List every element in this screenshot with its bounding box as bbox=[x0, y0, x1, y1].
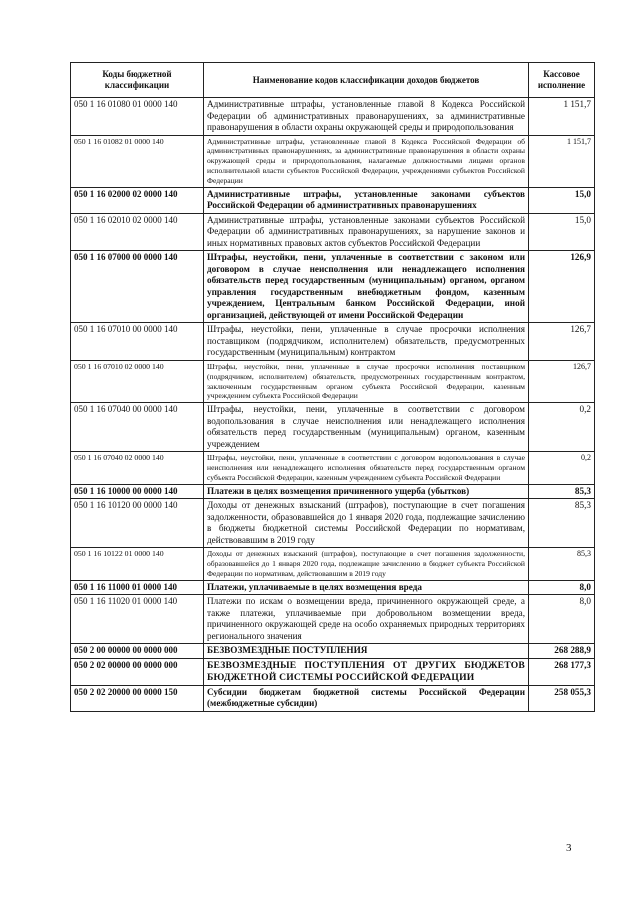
table-row bbox=[71, 403, 595, 452]
row-code: 050 1 16 07040 02 0000 140 bbox=[71, 452, 204, 485]
row-name: Платежи, уплачиваемые в целях возмещения вреда bbox=[204, 580, 529, 595]
table-row bbox=[71, 452, 595, 485]
row-name: Штрафы, неустойки, пени, уплаченные в соответствии с договором водопользования в случае неисполнения или ненадлежащего исполнения обязательств перед государственным (муниципальным) органом, казенным учреждением bbox=[204, 403, 529, 452]
header-amount: Кассовое исполнение bbox=[529, 63, 595, 98]
row-name: Административные штрафы, установленные законами субъектов Российской Федерации об административных правонарушениях, за нарушение законов и иных нормативных правовых актов субъектов Российской Федерации bbox=[204, 213, 529, 251]
table-row bbox=[71, 644, 595, 659]
row-name: БЕЗВОЗМЕЗДНЫЕ ПОСТУПЛЕНИЯ ОТ ДРУГИХ БЮДЖЕТОВ БЮДЖЕТНОЙ СИСТЕМЫ РОССИЙСКОЙ ФЕДЕРАЦИИ bbox=[204, 658, 529, 685]
row-name: Административные штрафы, установленные главой 8 Кодекса Российской Федерации об административных правонарушениях, за административные правонарушения в области охраны окружающей среды и природопользования bbox=[204, 98, 529, 136]
row-amount: 126,7 bbox=[529, 360, 595, 402]
table-row bbox=[71, 499, 595, 548]
table-row bbox=[71, 323, 595, 361]
row-code: 050 1 16 07010 02 0000 140 bbox=[71, 360, 204, 402]
row-code: 050 1 16 07000 00 0000 140 bbox=[71, 251, 204, 323]
row-code: 050 1 16 01080 01 0000 140 bbox=[71, 98, 204, 136]
row-amount: 126,7 bbox=[529, 323, 595, 361]
row-amount: 15,0 bbox=[529, 213, 595, 251]
row-amount: 258 055,3 bbox=[529, 685, 595, 711]
row-name: Административные штрафы, установленные законами субъектов Российской Федерации об административных правонарушениях bbox=[204, 187, 529, 213]
budget-table bbox=[70, 62, 595, 712]
row-name: Платежи по искам о возмещении вреда, причиненного окружающей среде, а также платежи, уплачиваемые при добровольном возмещении вреда, причиненного окружающей среде на особо охраняемых природных территориях регионального значения bbox=[204, 595, 529, 644]
row-amount: 85,3 bbox=[529, 499, 595, 548]
row-name: Субсидии бюджетам бюджетной системы Российской Федерации (межбюджетные субсидии) bbox=[204, 685, 529, 711]
row-code: 050 1 16 07010 00 0000 140 bbox=[71, 323, 204, 361]
header-names: Наименование кодов классификации доходов бюджетов bbox=[204, 63, 529, 98]
table-row bbox=[71, 685, 595, 711]
row-code: 050 2 02 20000 00 0000 150 bbox=[71, 685, 204, 711]
row-name: БЕЗВОЗМЕЗДНЫЕ ПОСТУПЛЕНИЯ bbox=[204, 644, 529, 659]
table-row bbox=[71, 213, 595, 251]
row-amount: 85,3 bbox=[529, 548, 595, 581]
row-name: Штрафы, неустойки, пени, уплаченные в соответствии с законом или договором в случае неисполнения или ненадлежащего исполнения обязательств перед государственным (муниципальным) органом, органом управления государственным внебюджетным фондом, казенным учреждением, Центральным банком Российской Федерации, иной организацией, действующей от имени Российской Федерации bbox=[204, 251, 529, 323]
row-code: 050 1 16 01082 01 0000 140 bbox=[71, 135, 204, 187]
row-code: 050 1 16 11000 01 0000 140 bbox=[71, 580, 204, 595]
row-amount: 85,3 bbox=[529, 484, 595, 499]
row-code: 050 2 02 00000 00 0000 000 bbox=[71, 658, 204, 685]
table-row bbox=[71, 187, 595, 213]
row-amount: 8,0 bbox=[529, 595, 595, 644]
table-header-row bbox=[71, 63, 595, 98]
row-amount: 268 288,9 bbox=[529, 644, 595, 659]
row-name: Штрафы, неустойки, пени, уплаченные в случае просрочки исполнения поставщиком (подрядчиком, исполнителем) обязательств, предусмотренных государственным контрактом, заключенным государственным органом субъекта Российской Федерации, казенным учреждением субъекта Российской Федерации bbox=[204, 360, 529, 402]
table-row bbox=[71, 135, 595, 187]
table-row bbox=[71, 251, 595, 323]
row-amount: 1 151,7 bbox=[529, 135, 595, 187]
table-row bbox=[71, 484, 595, 499]
row-name: Доходы от денежных взысканий (штрафов), поступающие в счет погашения задолженности, образовавшейся до 1 января 2020 года, подлежащие зачислению в бюджеты бюджетной системы Российской Федерации по нормативам, действовавшим в 2019 году bbox=[204, 499, 529, 548]
row-code: 050 1 16 10122 01 0000 140 bbox=[71, 548, 204, 581]
table-row bbox=[71, 548, 595, 581]
row-amount: 1 151,7 bbox=[529, 98, 595, 136]
row-code: 050 2 00 00000 00 0000 000 bbox=[71, 644, 204, 659]
header-codes: Коды бюджетной классификации bbox=[71, 63, 204, 98]
row-code: 050 1 16 02000 02 0000 140 bbox=[71, 187, 204, 213]
row-code: 050 1 16 11020 01 0000 140 bbox=[71, 595, 204, 644]
table-row bbox=[71, 98, 595, 136]
row-name: Платежи в целях возмещения причиненного ущерба (убытков) bbox=[204, 484, 529, 499]
table-row bbox=[71, 658, 595, 685]
row-amount: 15,0 bbox=[529, 187, 595, 213]
row-amount: 0,2 bbox=[529, 452, 595, 485]
table-row bbox=[71, 580, 595, 595]
row-name: Штрафы, неустойки, пени, уплаченные в соответствии с договором водопользования в случае неисполнения или ненадлежащего исполнения обязательств перед государственным органом субъекта Российской Федерации, казенным учреждением субъекта Российской Федерации bbox=[204, 452, 529, 485]
row-name: Штрафы, неустойки, пени, уплаченные в случае просрочки исполнения поставщиком (подрядчиком, исполнителем) обязательств, предусмотренных государственным (муниципальным) контрактом bbox=[204, 323, 529, 361]
row-code: 050 1 16 02010 02 0000 140 bbox=[71, 213, 204, 251]
row-name: Доходы от денежных взысканий (штрафов), поступающие в счет погашения задолженности, образовавшейся до 1 января 2020 года, подлежащие зачислению в бюджет субъекта Российской Федерации по нормативам, действовавшим в 2019 году bbox=[204, 548, 529, 581]
table-row bbox=[71, 360, 595, 402]
row-name: Административные штрафы, установленные главой 8 Кодекса Российской Федерации об административных правонарушениях, за административные правонарушения в области охраны окружающей среды и природопользования, налагаемые должностными лицами органов исполнительной власти субъектов Российской Федерации, учреждениями субъектов Российской Федерации bbox=[204, 135, 529, 187]
row-amount: 8,0 bbox=[529, 580, 595, 595]
row-code: 050 1 16 10120 00 0000 140 bbox=[71, 499, 204, 548]
row-amount: 268 177,3 bbox=[529, 658, 595, 685]
page-number: 3 bbox=[566, 842, 572, 854]
table-row bbox=[71, 595, 595, 644]
row-amount: 0,2 bbox=[529, 403, 595, 452]
row-code: 050 1 16 07040 00 0000 140 bbox=[71, 403, 204, 452]
row-code: 050 1 16 10000 00 0000 140 bbox=[71, 484, 204, 499]
row-amount: 126,9 bbox=[529, 251, 595, 323]
